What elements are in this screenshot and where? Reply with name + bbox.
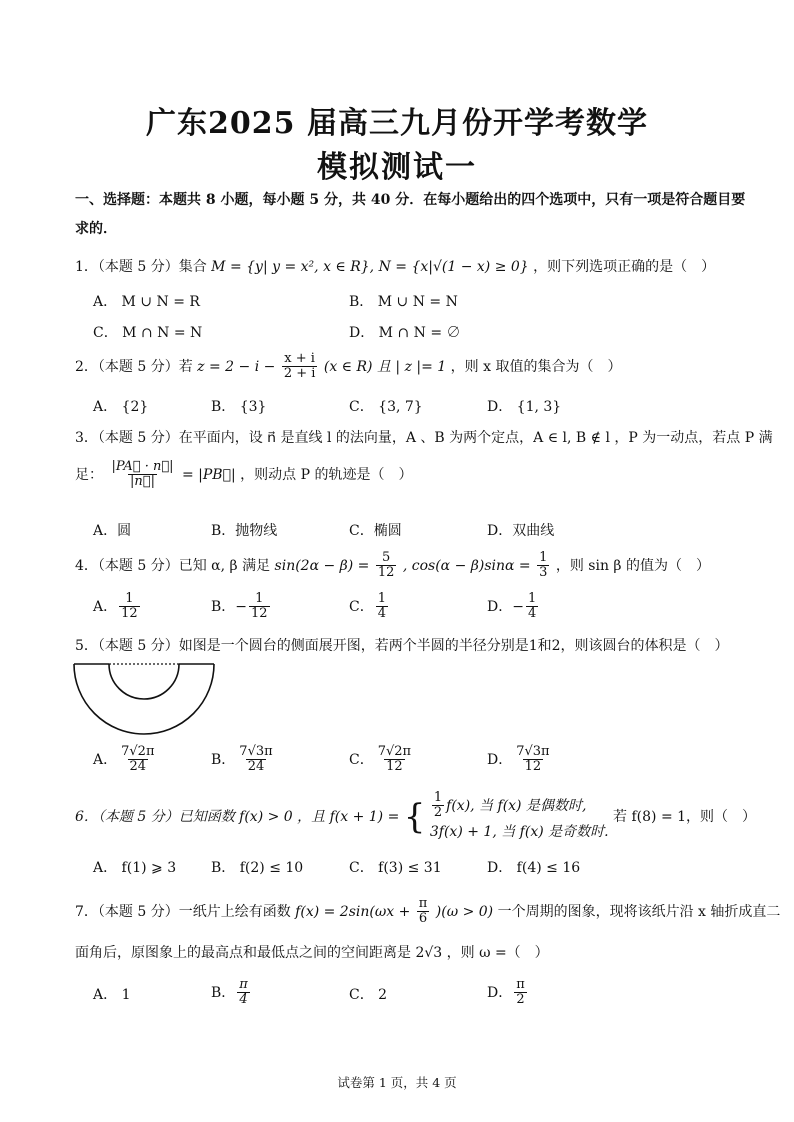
question-4-option-b xyxy=(211,592,272,622)
question-2-math-a: z = 2 − i − xyxy=(197,358,276,375)
question-2-option-b: B． {3} xyxy=(211,399,267,415)
question-5-option-c-label: C． xyxy=(349,751,374,768)
question-6-case-1-fraction xyxy=(432,791,444,821)
question-4-option-c-num: 1 xyxy=(377,591,386,606)
question-5-option-c-num: 7√2π xyxy=(377,744,412,759)
question-5-option-c xyxy=(349,745,415,775)
question-3-line2 xyxy=(75,460,413,490)
question-7-option-d-num: π xyxy=(516,977,525,992)
question-5-option-d-label: D． xyxy=(487,751,513,768)
question-5-option-d xyxy=(487,745,554,775)
question-6-option-a: A． f(1) ⩾ 3 xyxy=(93,860,177,876)
question-1 xyxy=(75,256,715,276)
question-6-option-b: B． f(2) ≤ 10 xyxy=(211,860,304,876)
question-4-option-a-num: 1 xyxy=(125,591,134,606)
question-7-fraction-den: 6 xyxy=(418,911,428,927)
question-6-cases xyxy=(430,791,609,843)
question-7-option-d xyxy=(487,978,529,1008)
question-4-option-d-sign: − xyxy=(512,598,524,615)
question-4-option-b-fraction xyxy=(249,592,270,622)
question-7-math-a: f(x) = 2sin(ωx + xyxy=(295,903,411,920)
question-6-case-1 xyxy=(430,791,609,821)
question-3-math: = |PB⃗| xyxy=(181,466,236,483)
question-4-math-b: , cos(α − β)sinα = xyxy=(402,557,531,574)
question-5-option-b-fraction xyxy=(237,745,274,775)
question-1-option-b: B． M ∪ N = N xyxy=(349,294,458,310)
question-6-option-c: C． f(3) ≤ 31 xyxy=(349,860,442,876)
question-4-option-a xyxy=(93,592,142,622)
question-5-option-c-den: 12 xyxy=(386,759,403,775)
question-3-option-d: D．双曲线 xyxy=(487,523,555,539)
question-4-suffix: ，则 sin β 的值为（ ） xyxy=(555,557,710,574)
question-4-option-c-den: 4 xyxy=(377,606,386,622)
question-4-option-b-label: B． xyxy=(211,598,236,615)
question-5-option-a-fraction xyxy=(119,745,156,775)
question-3-line2-suffix: ，则动点 P 的轨迹是（ ） xyxy=(240,466,413,483)
question-4-option-d-fraction xyxy=(526,592,538,622)
question-5-option-b xyxy=(211,745,277,775)
question-4-option-a-fraction xyxy=(119,592,140,622)
question-2-fraction xyxy=(282,352,318,382)
question-4-option-a-den: 12 xyxy=(121,606,138,622)
question-4-option-d-num: 1 xyxy=(527,591,537,606)
page-footer: 试卷第 1 页，共 4 页 xyxy=(337,1075,457,1090)
inner-semicircle xyxy=(109,664,179,699)
question-6-case-2: 3f(x) + 1, 当 f(x) 是奇数时. xyxy=(429,823,609,840)
question-7-fraction xyxy=(417,897,430,927)
question-1-prefix: 1．（本题 5 分）集合 xyxy=(75,259,207,275)
question-5-option-d-fraction xyxy=(514,745,551,775)
question-4-option-c-label: C． xyxy=(349,598,374,615)
question-4-option-c-fraction xyxy=(376,592,388,622)
question-1-option-a: A． M ∪ N = R xyxy=(93,294,200,310)
question-5-option-c-fraction xyxy=(376,745,413,775)
question-3-line1: 3．（本题 5 分）在平面内，设 n⃗ 是直线 l 的法向量，A 、B 为两个定点，A ∈ l, B ∉ l ，P 为一动点，若点 P 满 xyxy=(75,430,773,446)
question-4-prefix: 4．（本题 5 分）已知 α, β 满足 xyxy=(75,557,271,574)
question-3-fraction-den: |n⃗| xyxy=(130,474,155,490)
question-5-option-d-num: 7√3π xyxy=(516,744,550,759)
question-4-option-b-den: 12 xyxy=(251,606,268,622)
question-3-option-b: B．抛物线 xyxy=(211,523,278,539)
question-6-case-1-den: 2 xyxy=(433,805,443,821)
question-5-option-b-den: 24 xyxy=(247,759,265,775)
question-7-option-b-den: 4 xyxy=(239,992,248,1008)
question-7-prefix: 7．（本题 5 分）一纸片上绘有函数 xyxy=(75,903,291,920)
question-3-fraction xyxy=(109,460,175,490)
question-7-option-a xyxy=(93,984,131,1004)
question-5-option-a-num: 7√2π xyxy=(121,744,155,759)
question-2-fraction-den: 2 + i xyxy=(283,366,316,382)
question-2-option-a: A． {2} xyxy=(93,399,149,415)
question-5-option-b-num: 7√3π xyxy=(239,744,273,759)
question-7-option-a-text: 1 xyxy=(121,987,131,1003)
question-4-fraction-1 xyxy=(376,551,397,581)
question-5-option-b-label: B． xyxy=(211,751,236,768)
question-6 xyxy=(75,791,756,843)
question-4-option-c xyxy=(349,592,390,622)
question-4-option-a-label: A． xyxy=(93,598,118,615)
question-6-suffix: 若 f(8) = 1，则（ ） xyxy=(613,808,757,825)
question-3-option-a: A．圆 xyxy=(93,523,132,539)
question-6-case-1-text: f(x), 当 f(x) 是偶数时, xyxy=(446,797,587,814)
question-5-text: 5．（本题 5 分）如图是一个圆台的侧面展开图，若两个半圆的半径分别是1和2，则该圆台的体积是（ ） xyxy=(75,638,729,654)
question-1-suffix: ，则下列选项正确的是（ ） xyxy=(533,259,716,275)
question-7-option-a-label: A． xyxy=(93,987,118,1003)
question-7-option-b-label: B． xyxy=(211,984,236,1001)
question-4-fraction-1-num: 5 xyxy=(381,550,391,565)
question-6-prefix: 6．（本题 5 分）已知函数 f(x) > 0 ，且 f(x + 1) = xyxy=(75,808,400,825)
question-4 xyxy=(75,551,710,581)
left-brace: { xyxy=(403,796,426,837)
question-4-option-d xyxy=(487,592,540,622)
question-1-option-c: C． M ∩ N = N xyxy=(93,325,203,341)
section-heading-line1: 一、选择题：本题共 8 小题，每小题 5 分，共 40 分．在每小题给出的四个选项中，只有一项是符合题目要 xyxy=(75,192,746,208)
question-7-option-d-den: 2 xyxy=(516,992,525,1008)
question-7-option-d-fraction xyxy=(514,978,527,1008)
question-5-option-a-den: 24 xyxy=(129,759,147,775)
question-7-option-c-text: 2 xyxy=(378,987,388,1003)
question-4-fraction-1-den: 12 xyxy=(377,565,395,581)
question-7-option-c-label: C． xyxy=(349,987,374,1003)
frustum-net-figure xyxy=(70,660,220,740)
question-4-fraction-2 xyxy=(537,551,549,581)
question-2-option-c: C． {3, 7} xyxy=(349,399,423,415)
exam-subtitle: 模拟测试一 xyxy=(317,150,477,185)
question-2-fraction-num: x + i xyxy=(284,351,315,366)
section-heading-line2: 求的． xyxy=(75,221,117,237)
question-4-fraction-2-den: 3 xyxy=(539,565,548,581)
question-3-option-c: C．椭圆 xyxy=(349,523,402,539)
question-3-line2-prefix: 足： xyxy=(75,466,103,483)
question-2-math-b: (x ∈ R) 且 | z |= 1 xyxy=(323,358,447,375)
question-5-option-a-label: A． xyxy=(93,751,118,768)
question-7-option-b-fraction xyxy=(237,978,250,1008)
question-7-option-b-num: π xyxy=(239,977,248,992)
question-1-math: M = {y| y = x², x ∈ R}, N = {x|√(1 − x) ≥ 0} xyxy=(211,259,529,275)
question-7-line1 xyxy=(75,897,780,927)
question-4-fraction-2-num: 1 xyxy=(539,550,548,565)
question-7-option-d-label: D． xyxy=(487,984,513,1001)
question-5-option-a xyxy=(93,745,159,775)
question-4-option-d-den: 4 xyxy=(527,606,537,622)
question-2-option-d: D． {1, 3} xyxy=(487,399,562,415)
question-1-option-d: D． M ∩ N = ∅ xyxy=(349,325,461,341)
question-4-option-b-sign: − xyxy=(235,598,248,615)
question-7-option-c xyxy=(349,984,387,1004)
question-7-suffix: 一个周期的图象，现将该纸片沿 x 轴折成直二 xyxy=(497,903,781,920)
question-2-suffix: ，则 x 取值的集合为（ ） xyxy=(450,358,622,375)
question-5-option-d-den: 12 xyxy=(524,759,542,775)
question-6-case-1-num: 1 xyxy=(433,790,443,805)
question-2-prefix: 2．（本题 5 分）若 xyxy=(75,358,193,375)
question-2 xyxy=(75,352,621,382)
question-3-fraction-num: |PA⃗ · n⃗| xyxy=(111,459,174,474)
exam-title: 广东2025 届高三九月份开学考数学 xyxy=(146,106,648,141)
question-7-fraction-num: π xyxy=(418,896,428,911)
question-7-math-b: )(ω > 0) xyxy=(435,903,494,920)
question-7-option-b xyxy=(211,978,252,1008)
question-4-math-a: sin(2α − β) = xyxy=(274,557,370,574)
question-4-option-b-num: 1 xyxy=(255,591,264,606)
question-4-option-d-label: D． xyxy=(487,598,513,615)
question-7-line2: 面角后，原图象上的最高点和最低点之间的空间距离是 2√3 ，则 ω =（ ） xyxy=(75,945,549,961)
question-6-option-d: D． f(4) ≤ 16 xyxy=(487,860,581,876)
